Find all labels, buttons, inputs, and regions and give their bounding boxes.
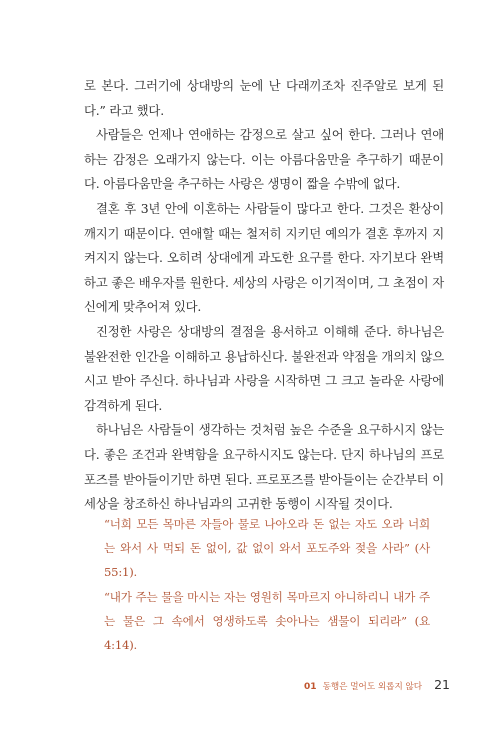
scripture-quote-block — [104, 512, 430, 657]
paragraph-1: 로 본다. 그러기에 상대방의 눈에 난 다래끼조차 진주알로 보게 된다.” 라고 했다. — [84, 78, 444, 118]
paragraph-3: 결혼 후 3년 안에 이혼하는 사람들이 많다고 한다. 그것은 환상이 깨지기 때문이다. 연애할 때는 철저히 지키던 예의가 결혼 후까지 지켜지지 않는다. 오히려 상대에게 과도한 요구를 한다. 자기보다 완벽하고 좋은 배우자를 원한다. 세상의 사랑은 이기적이며, 그 초점이 자신에게 맞추어져 있다. — [84, 200, 444, 315]
page-number: 21 — [434, 677, 450, 692]
paragraph-5: 하나님은 사람들이 생각하는 것처럼 높은 수준을 요구하시지 않는다. 좋은 조건과 완벽함을 요구하시지도 않는다. 단지 하나님의 프로포즈를 받아들이기만 하면 된다. 프로포즈를 받아들이는 순간부터 이 세상을 창조하신 하나님과의 고귀한 동행이 시작될 것이다. — [84, 422, 444, 512]
paragraph-2: 사람들은 언제나 연애하는 감정으로 살고 싶어 한다. 그러나 연애하는 감정은 오래가지 않는다. 이는 아름다움만을 추구하기 때문이다. 아름다움만을 추구하는 사랑은 생명이 짧을 수밖에 없다. — [84, 127, 444, 192]
body-text — [84, 74, 444, 517]
page-footer — [304, 677, 450, 697]
scripture-quote-isaiah: “너희 모든 목마른 자들아 물로 나아오라 돈 없는 자도 오라 너희는 와서 사 먹되 돈 없이, 값 없이 와서 포도주와 젖을 사라” (사 55:1). — [104, 517, 430, 580]
chapter-number: 01 — [304, 682, 317, 692]
chapter-title: 동행은 멀어도 외롭지 않다 — [322, 682, 423, 692]
paragraph-4: 진정한 사랑은 상대방의 결점을 용서하고 이해해 준다. 하나님은 불완전한 인간을 이해하고 용납하신다. 불완전과 약점을 개의치 않으시고 받아 주신다. 하나님과 사랑을 시작하면 그 크고 놀라운 사랑에 감격하게 된다. — [84, 323, 444, 413]
scripture-quote-john: “내가 주는 물을 마시는 자는 영원히 목마르지 아니하리니 내가 주는 물은 그 속에서 영생하도록 솟아나는 샘물이 되리라” (요 4:14). — [104, 589, 430, 653]
